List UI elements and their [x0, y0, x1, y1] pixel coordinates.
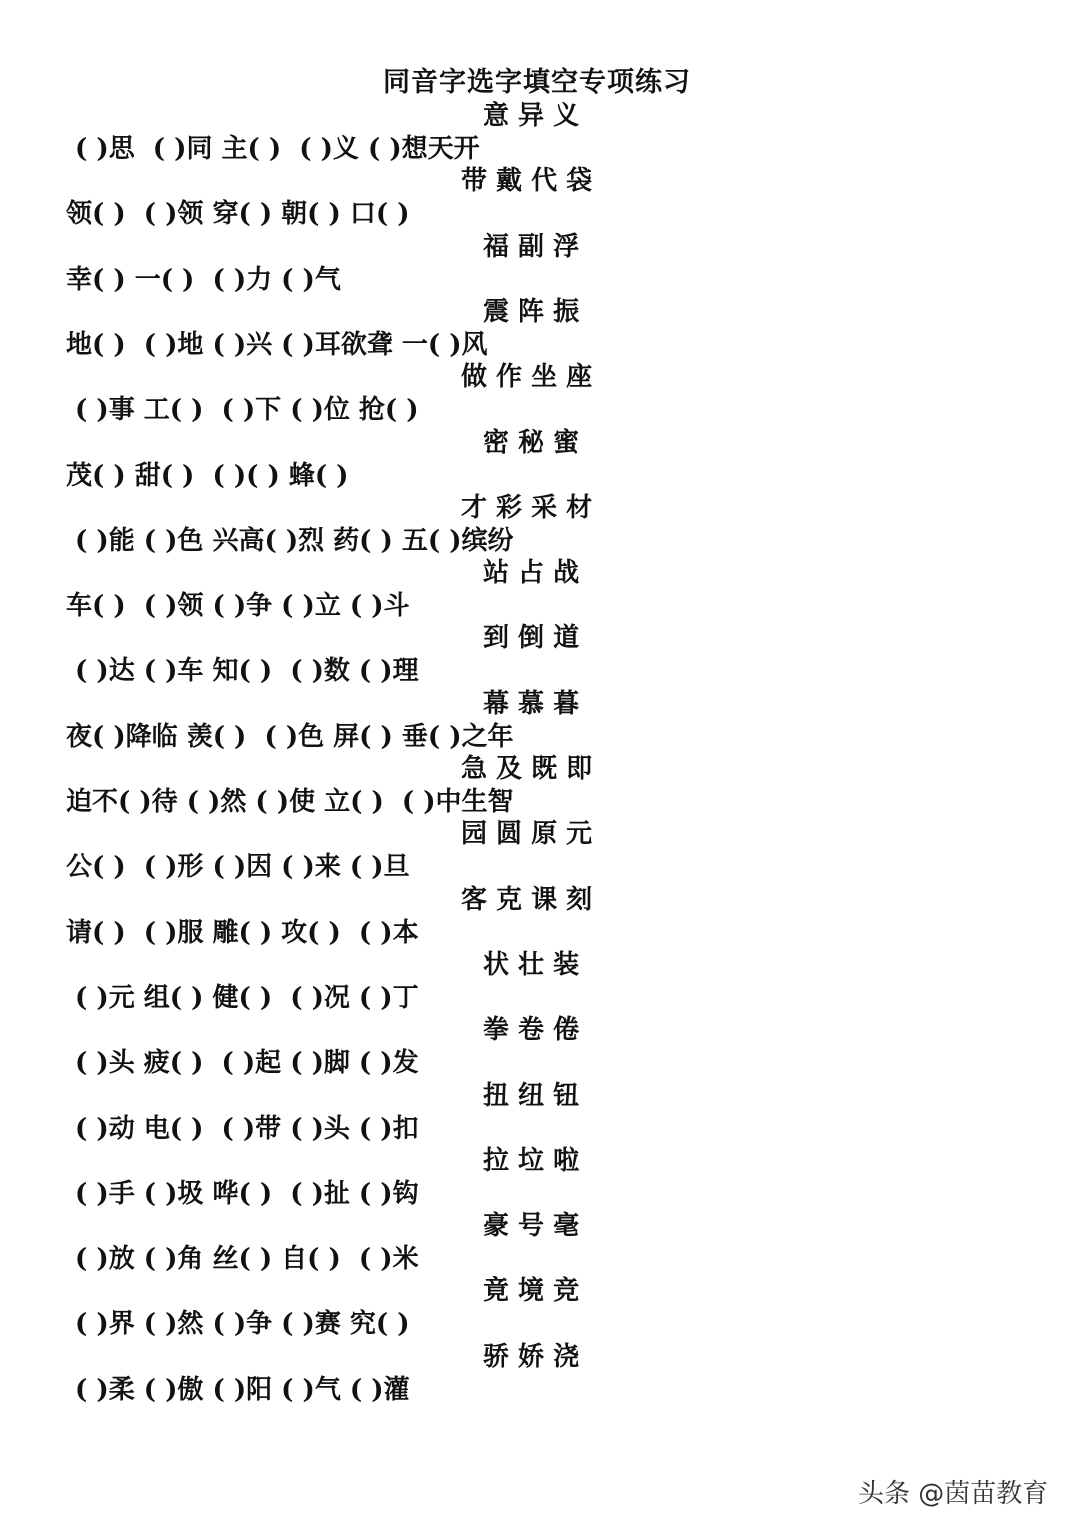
- fill-in-line: ( )动 电( ) ( )带 ( )头 ( )扣: [66, 1113, 419, 1144]
- fill-in-line: 车( ) ( )领 ( )争 ( )立 ( )斗: [66, 591, 410, 622]
- fill-in-line: ( )放 ( )角 丝( ) 自( ) ( )米: [66, 1244, 419, 1275]
- fill-in-line: 地( ) ( )地 ( )兴 ( )耳欲聋 一( )风: [66, 329, 488, 360]
- char-options: 急 及 既 即: [461, 754, 593, 784]
- fill-in-line: ( )元 组( ) 健( ) ( )况 ( )丁: [66, 982, 419, 1013]
- char-options: 豪 号 毫: [483, 1211, 580, 1242]
- char-options: 才 彩 采 材: [461, 492, 593, 523]
- char-options: 到 倒 道: [483, 623, 580, 654]
- char-options: 做 作 坐 座: [461, 362, 593, 393]
- char-options: 福 副 浮: [483, 231, 580, 262]
- worksheet-title: 同音字选字填空专项练习: [383, 67, 691, 98]
- fill-in-line: ( )柔 ( )傲 ( )阳 ( )气 ( )灌: [66, 1374, 410, 1405]
- fill-in-line: ( )达 ( )车 知( ) ( )数 ( )理: [66, 656, 419, 687]
- fill-in-line: ( )能 ( )色 兴高( )烈 药( ) 五( )缤纷: [66, 525, 514, 556]
- char-options: 意 异 义: [483, 101, 580, 131]
- fill-in-line: 领( ) ( )领 穿( ) 朝( ) 口( ): [66, 199, 410, 230]
- fill-in-line: 请( ) ( )服 雕( ) 攻( ) ( )本: [66, 917, 419, 948]
- watermark: 头条 @茵苗教育: [858, 1479, 1049, 1509]
- char-options: 幕 慕 暮: [483, 688, 580, 719]
- fill-in-line: 幸( ) 一( ) ( )力 ( )气: [66, 264, 341, 295]
- char-options: 拳 卷 倦: [483, 1015, 580, 1046]
- char-options: 骄 娇 浇: [483, 1341, 580, 1372]
- fill-in-line: ( )头 疲( ) ( )起 ( )脚 ( )发: [66, 1048, 419, 1079]
- fill-in-line: ( )手 ( )圾 哗( ) ( )扯 ( )钩: [66, 1178, 419, 1209]
- fill-in-line: 茂( ) 甜( ) ( )( ) 蜂( ): [66, 460, 349, 491]
- char-options: 竟 境 竞: [483, 1276, 580, 1307]
- fill-in-line: ( )事 工( ) ( )下 ( )位 抢( ): [66, 395, 419, 426]
- char-options: 状 壮 装: [483, 949, 580, 980]
- char-options: 客 克 课 刻: [461, 884, 593, 915]
- char-options: 带 戴 代 袋: [461, 166, 593, 197]
- fill-in-line: ( )界 ( )然 ( )争 ( )赛 究( ): [66, 1309, 410, 1340]
- char-options: 扭 纽 钮: [483, 1080, 580, 1111]
- char-options: 密 秘 蜜: [483, 427, 580, 458]
- char-options: 站 占 战: [483, 558, 580, 589]
- fill-in-line: ( )思 ( )同 主( ) ( )义 ( )想天开: [66, 134, 480, 164]
- char-options: 园 圆 原 元: [461, 819, 593, 850]
- fill-in-line: 公( ) ( )形 ( )因 ( )来 ( )旦: [66, 852, 410, 883]
- fill-in-line: 迫不( )待 ( )然 ( )使 立( ) ( )中生智: [66, 787, 514, 817]
- fill-in-line: 夜( )降临 羡( ) ( )色 屏( ) 垂( )之年: [66, 721, 514, 752]
- char-options: 震 阵 振: [483, 296, 580, 327]
- char-options: 拉 垃 啦: [483, 1145, 580, 1176]
